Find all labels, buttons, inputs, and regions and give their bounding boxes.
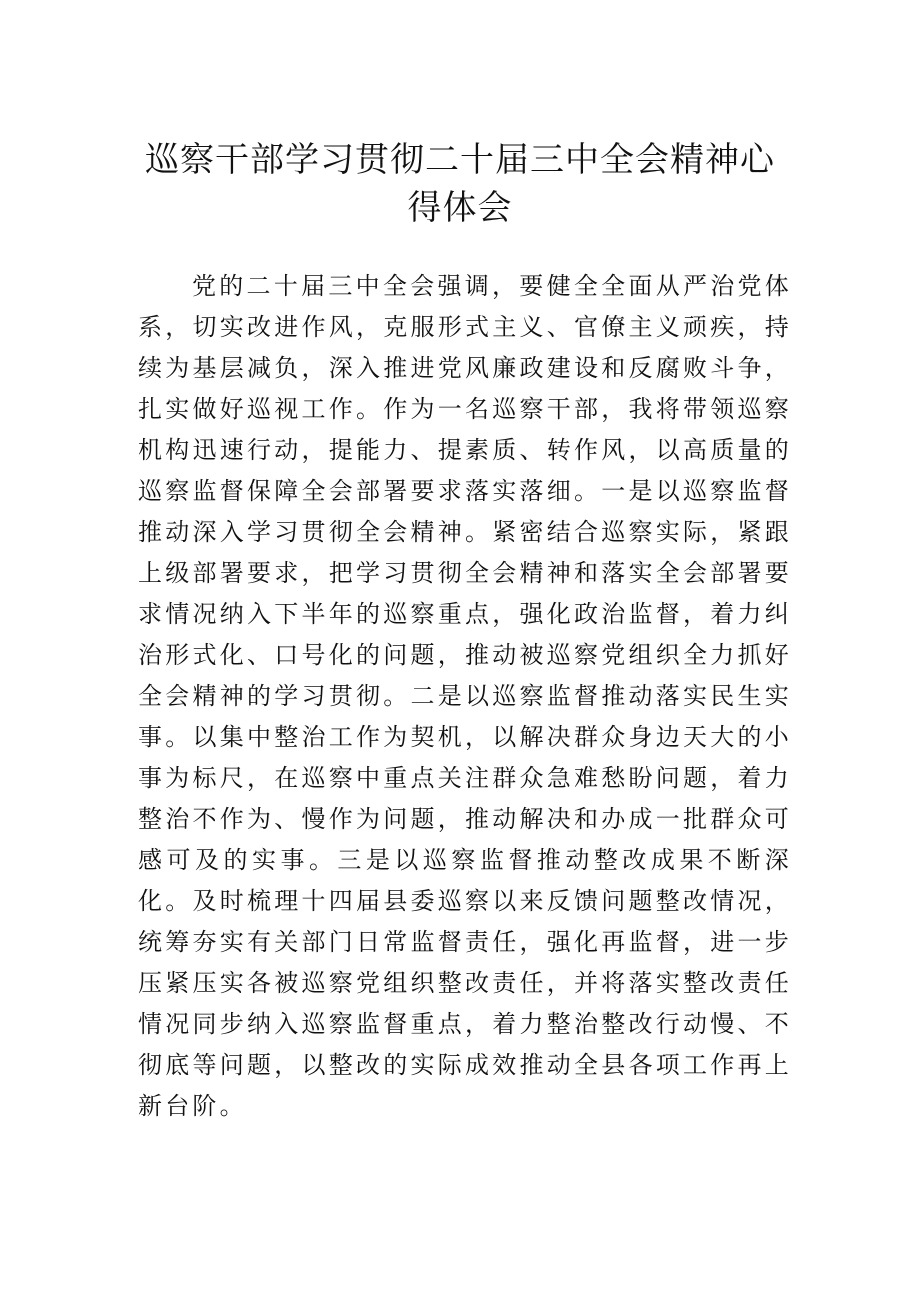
document-title: 巡察干部学习贯彻二十届三中全会精神心得体会 — [145, 140, 775, 228]
document-body-paragraph: 党的二十届三中全会强调，要健全全面从严治党体系，切实改进作风，克服形式主义、官僚主义顽疾，持续为基层减负，深入推进党风廉政建设和反腐败斗争，扎实做好巡视工作。作为一名巡察干部，我将带领巡察机构迅速行动，提能力、提素质、转作风，以高质量的巡察监督保障全会部署要求落实落细。一是以巡察监督推动深入学习贯彻全会精神。紧密结合巡察实际，紧跟上级部署要求，把学习贯彻全会精神和落实全会部署要求情况纳入下半年的巡察重点，强化政治监督，着力纠治形式化、口号化的问题，推动被巡察党组织全力抓好全会精神的学习贯彻。二是以巡察监督推动落实民生实事。以集中整治工作为契机，以解决群众身边天大的小事为标尺，在巡察中重点关注群众急难愁盼问题，着力整治不作为、慢作为问题，推动解决和办成一批群众可感可及的实事。三是以巡察监督推动整改成果不断深化。及时梳理十四届县委巡察以来反馈问题整改情况，统筹夯实有关部门日常监督责任，强化再监督，进一步压紧压实各被巡察党组织整改责任，并将落实整改责任情况同步纳入巡察监督重点，着力整治整改行动慢、不彻底等问题，以整改的实际成效推动全县各项工作再上新台阶。 — [138, 272, 792, 1120]
